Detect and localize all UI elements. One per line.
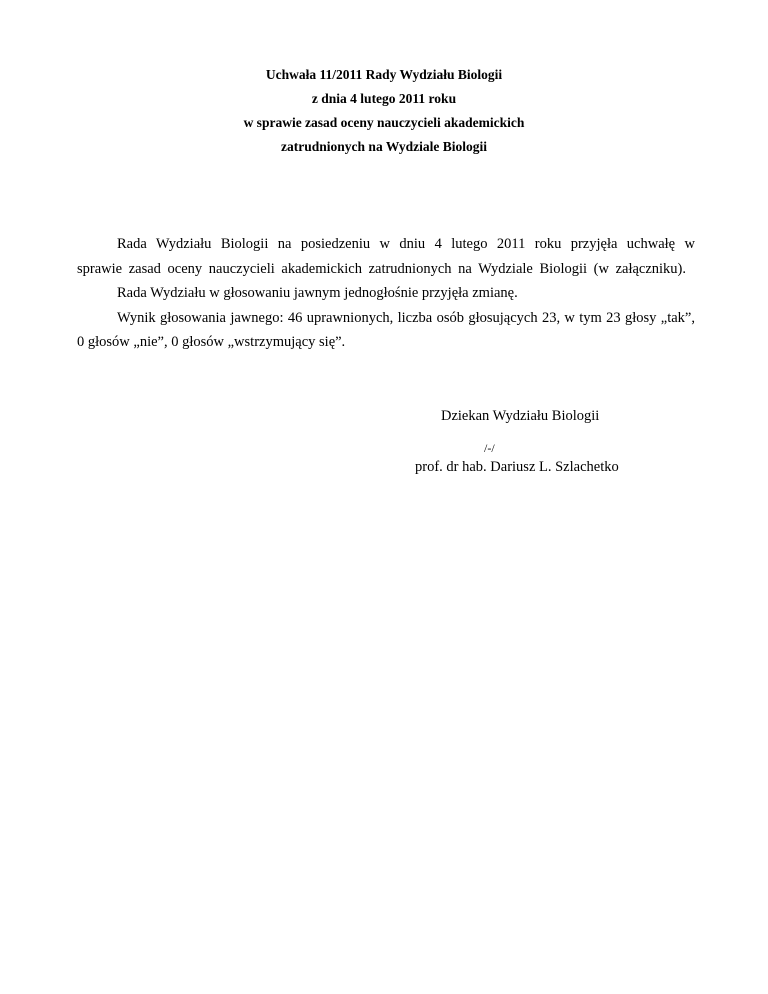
heading-subject-continued: zatrudnionych na Wydziale Biologii: [281, 139, 487, 154]
signature-mark: /-/: [484, 441, 495, 455]
body-paragraph-vote: Rada Wydziału w głosowaniu jawnym jednogłośnie przyjęła zmianę.: [117, 285, 518, 301]
body-paragraph-result: Wynik głosowania jawnego: 46 uprawnionych, liczba osób głosujących 23, w tym 23 głosy „tak”, 0 głosów „nie”, 0 głosów „wstrzymujący się”.: [77, 309, 695, 350]
heading-title: Uchwała 11/2011 Rady Wydziału Biologii: [265, 67, 503, 82]
heading-subject: w sprawie zasad oceny nauczycieli akademickich: [243, 115, 525, 130]
resolution-body: [77, 232, 695, 355]
body-paragraph-adoption: Rada Wydziału Biologii na posiedzeniu w dniu 4 lutego 2011 roku przyjęła uchwałę w sprawie zasad oceny nauczycieli akademickich zatrudnionych na Wydziale Biologii (w załączniku).: [77, 236, 695, 277]
heading-date: z dnia 4 lutego 2011 roku: [311, 91, 457, 106]
resolution-heading: [0, 63, 768, 159]
signature-name: prof. dr hab. Dariusz L. Szlachetko: [415, 459, 619, 475]
signature-title: Dziekan Wydziału Biologii: [441, 408, 600, 424]
